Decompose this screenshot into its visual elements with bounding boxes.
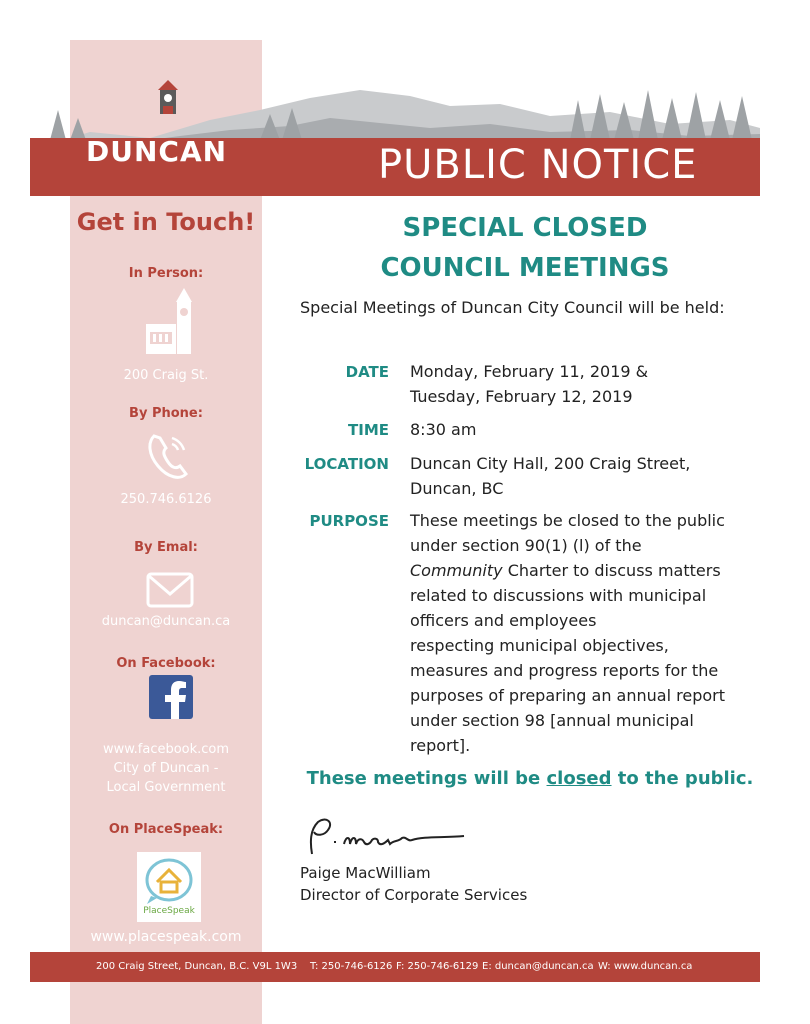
purpose-line: under section 90(1) (l) of the xyxy=(410,536,642,555)
on-facebook-label: On Facebook: xyxy=(116,656,216,671)
closing-post: to the public. xyxy=(611,768,754,789)
closing-underlined: closed xyxy=(546,768,612,789)
placespeak-url[interactable]: www.placespeak.com xyxy=(90,929,242,945)
duncan-logo: DUNCAN xyxy=(86,135,228,168)
purpose-line: report]. xyxy=(410,736,471,755)
facebook-url[interactable]: www.facebook.com xyxy=(102,742,230,757)
on-placespeak-label: On PlaceSpeak: xyxy=(108,822,224,837)
date-value-1: Monday, February 11, 2019 & xyxy=(410,362,649,381)
purpose-line: These meetings be closed to the public xyxy=(410,511,725,530)
page-title: PUBLIC NOTICE xyxy=(378,142,698,188)
community-italic: Community xyxy=(410,561,503,580)
footer-phone[interactable]: T: 250-746-6126 xyxy=(310,961,393,972)
purpose-line: under section 98 [annual municipal xyxy=(410,711,694,730)
notice-title-line1: SPECIAL CLOSED xyxy=(402,213,648,243)
notice-title-line2: COUNCIL MEETINGS xyxy=(380,253,670,283)
purpose-line: related to discussions with municipal xyxy=(410,586,707,605)
phone-icon xyxy=(146,432,190,480)
footer-contact-bar xyxy=(30,952,760,982)
footer-web[interactable]: W: www.duncan.ca xyxy=(598,961,693,972)
intro-text: Special Meetings of Duncan City Council will be held: xyxy=(300,298,725,317)
city-hall-icon xyxy=(144,288,200,356)
email-text[interactable]: duncan@duncan.ca xyxy=(101,614,231,629)
purpose-label: PURPOSE xyxy=(309,512,389,530)
closing-pre: These meetings will be xyxy=(306,768,547,789)
signer-block xyxy=(300,862,527,906)
date-label: DATE xyxy=(345,363,389,381)
facebook-page-name: City of Duncan - xyxy=(113,761,219,776)
date-value-2: Tuesday, February 12, 2019 xyxy=(410,387,633,406)
purpose-line: measures and progress reports for the xyxy=(410,661,719,680)
clock-tower-icon xyxy=(158,80,178,114)
get-in-touch-heading: Get in Touch! xyxy=(76,208,256,236)
purpose-line: purposes of preparing an annual report xyxy=(410,686,725,705)
placespeak-bubble-icon xyxy=(137,852,201,908)
placespeak-logo[interactable] xyxy=(137,852,201,922)
closing-statement xyxy=(300,768,760,789)
signer-title: Director of Corporate Services xyxy=(300,886,528,904)
by-phone-label: By Phone: xyxy=(129,406,203,421)
phone-text[interactable]: 250.746.6126 xyxy=(120,492,212,507)
purpose-line-rest: Charter to discuss matters xyxy=(502,561,721,580)
by-email-label: By Emal: xyxy=(134,540,198,555)
footer-email[interactable]: E: duncan@duncan.ca xyxy=(482,961,594,972)
location-value-1: Duncan City Hall, 200 Craig Street, xyxy=(410,454,691,473)
mail-icon xyxy=(146,572,194,608)
facebook-icon[interactable] xyxy=(149,675,193,719)
location-label: LOCATION xyxy=(304,455,389,473)
signature-icon xyxy=(304,814,468,860)
in-person-label: In Person: xyxy=(128,266,204,281)
facebook-page-name-2: Local Government xyxy=(106,780,226,795)
placespeak-logo-text: PlaceSpeak xyxy=(143,906,195,916)
location-value-2: Duncan, BC xyxy=(410,479,504,498)
purpose-line xyxy=(410,559,770,583)
purpose-line: officers and employees xyxy=(410,611,597,630)
footer-address: 200 Craig Street, Duncan, B.C. V9L 1W3 xyxy=(96,961,298,972)
address-text: 200 Craig St. xyxy=(123,368,209,383)
footer-fax: F: 250-746-6129 xyxy=(396,961,479,972)
time-value: 8:30 am xyxy=(410,420,477,439)
time-label: TIME xyxy=(348,421,389,439)
purpose-line: respecting municipal objectives, xyxy=(410,636,669,655)
signer-name: Paige MacWilliam xyxy=(300,864,431,882)
